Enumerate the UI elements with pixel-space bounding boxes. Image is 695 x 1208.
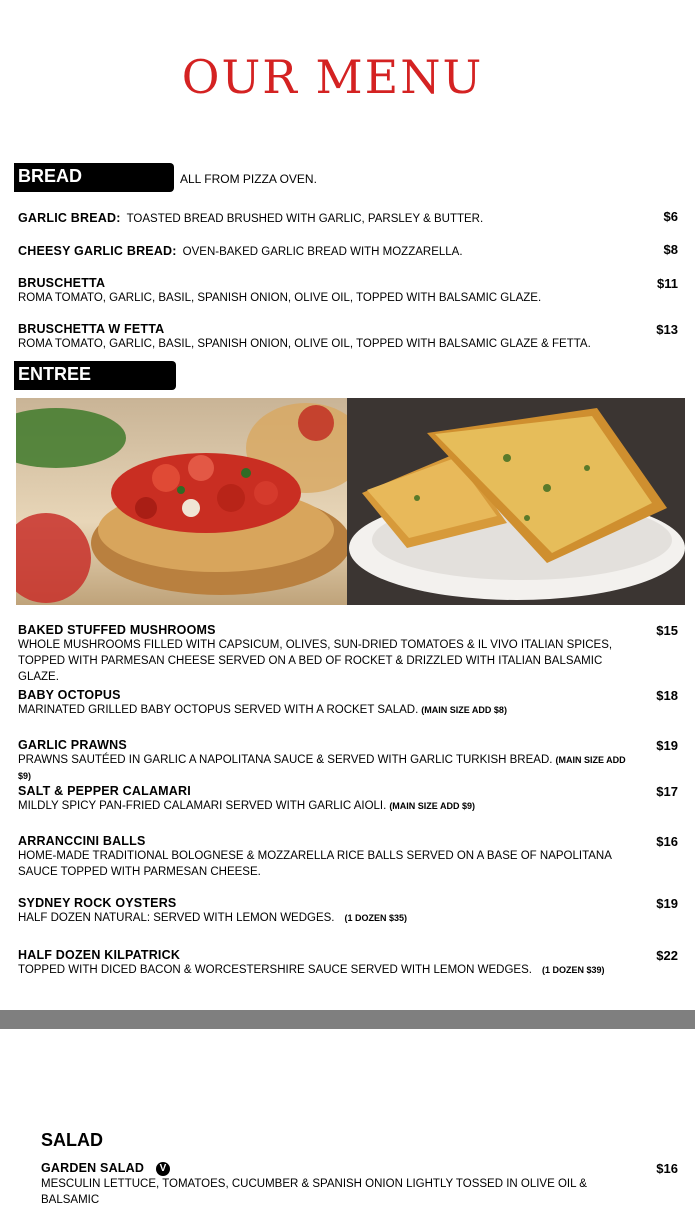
menu-item-garlic-prawns bbox=[18, 738, 678, 784]
item-desc: TOPPED WITH DICED BACON & WORCESTERSHIRE SAUCE SERVED WITH LEMON WEDGES. bbox=[18, 964, 532, 976]
item-name: BRUSCHETTA W FETTA bbox=[18, 322, 165, 336]
item-name: ARRANCCINI BALLS bbox=[18, 834, 146, 848]
item-price: $19 bbox=[656, 738, 678, 753]
item-price: $16 bbox=[656, 1161, 678, 1176]
menu-item-rock-oysters bbox=[18, 896, 678, 926]
menu-item-cheesy-garlic-bread bbox=[18, 242, 678, 260]
item-note: (MAIN SIZE ADD $9) bbox=[389, 801, 475, 811]
bread-heading: BREAD bbox=[14, 163, 174, 192]
item-price: $15 bbox=[656, 623, 678, 638]
item-desc: OVEN-BAKED GARLIC BREAD WITH MOZZARELLA. bbox=[182, 246, 463, 258]
item-price: $13 bbox=[656, 322, 678, 337]
menu-item-arranccini bbox=[18, 834, 678, 880]
item-name: BABY OCTOPUS bbox=[18, 688, 121, 702]
item-note: (1 DOZEN $35) bbox=[344, 913, 408, 923]
bruschetta-photo bbox=[16, 398, 347, 605]
item-note: (1 DOZEN $39) bbox=[541, 965, 605, 975]
menu-item-baby-octopus bbox=[18, 688, 678, 718]
item-name: GARLIC BREAD: bbox=[18, 211, 121, 225]
item-desc: HALF DOZEN NATURAL: SERVED WITH LEMON WEDGES. bbox=[18, 912, 335, 924]
item-price: $22 bbox=[656, 948, 678, 963]
item-desc: MESCULIN LETTUCE, TOMATOES, CUCUMBER & SPANISH ONION LIGHTLY TOSSED IN OLIVE OIL & BALSAMIC bbox=[41, 1178, 587, 1206]
vegetarian-icon: V bbox=[156, 1162, 170, 1176]
item-name: GARDEN SALAD bbox=[41, 1161, 145, 1175]
menu-item-garden-salad bbox=[41, 1161, 678, 1208]
item-price: $8 bbox=[663, 242, 678, 257]
menu-item-bruschetta bbox=[18, 276, 678, 306]
food-photos bbox=[16, 398, 685, 605]
item-price: $19 bbox=[656, 896, 678, 911]
menu-item-calamari bbox=[18, 784, 678, 814]
item-desc: MILDLY SPICY PAN-FRIED CALAMARI SERVED WITH GARLIC AIOLI. bbox=[18, 800, 387, 812]
item-price: $6 bbox=[663, 209, 678, 224]
item-name: BAKED STUFFED MUSHROOMS bbox=[18, 623, 216, 637]
item-note: (MAIN SIZE ADD $8) bbox=[421, 705, 507, 715]
garlic-bread-photo bbox=[347, 398, 685, 605]
item-name: BRUSCHETTA bbox=[18, 276, 106, 290]
menu-item-kilpatrick bbox=[18, 948, 678, 978]
menu-item-stuffed-mushrooms bbox=[18, 623, 678, 685]
menu-item-garlic-bread bbox=[18, 209, 678, 227]
item-desc: ROMA TOMATO, GARLIC, BASIL, SPANISH ONION, OLIVE OIL, TOPPED WITH BALSAMIC GLAZE. bbox=[18, 292, 542, 304]
item-note: (MAIN SIZE ADD $9) bbox=[18, 755, 626, 781]
item-desc: TOASTED BREAD BRUSHED WITH GARLIC, PARSLEY & BUTTER. bbox=[126, 213, 484, 225]
item-price: $11 bbox=[657, 276, 678, 291]
menu-title: OUR MENU bbox=[181, 50, 484, 104]
bread-note: ALL FROM PIZZA OVEN. bbox=[180, 172, 317, 186]
item-name: SYDNEY ROCK OYSTERS bbox=[18, 896, 177, 910]
item-desc: ROMA TOMATO, GARLIC, BASIL, SPANISH ONION, OLIVE OIL, TOPPED WITH BALSAMIC GLAZE & FETTA. bbox=[18, 338, 591, 350]
item-name: SALT & PEPPER CALAMARI bbox=[18, 784, 191, 798]
salad-heading: SALAD bbox=[41, 1130, 103, 1150]
page-divider bbox=[0, 1010, 695, 1029]
item-name: CHEESY GARLIC BREAD: bbox=[18, 244, 177, 258]
item-desc: WHOLE MUSHROOMS FILLED WITH CAPSICUM, OLIVES, SUN-DRIED TOMATOES & IL VIVO ITALIAN SPICES, TOPPED WITH PARMESAN CHEESE SERVED ON A BED OF ROCKET & DRIZZLED WITH ITALIAN BALSAMIC GLAZE. bbox=[18, 639, 613, 683]
item-price: $16 bbox=[656, 834, 678, 849]
item-name: GARLIC PRAWNS bbox=[18, 738, 127, 752]
menu-item-bruschetta-fetta bbox=[18, 322, 678, 352]
item-desc: MARINATED GRILLED BABY OCTOPUS SERVED WITH A ROCKET SALAD. bbox=[18, 704, 419, 716]
item-price: $17 bbox=[656, 784, 678, 799]
entree-heading: ENTREE bbox=[14, 361, 176, 390]
item-name: HALF DOZEN KILPATRICK bbox=[18, 948, 181, 962]
item-desc: PRAWNS SAUTÉED IN GARLIC A NAPOLITANA SAUCE & SERVED WITH GARLIC TURKISH BREAD. bbox=[18, 754, 553, 766]
item-desc: HOME-MADE TRADITIONAL BOLOGNESE & MOZZARELLA RICE BALLS SERVED ON A BASE OF NAPOLITANA SAUCE TOPPED WITH PARMESAN CHEESE. bbox=[18, 850, 612, 878]
item-price: $18 bbox=[656, 688, 678, 703]
